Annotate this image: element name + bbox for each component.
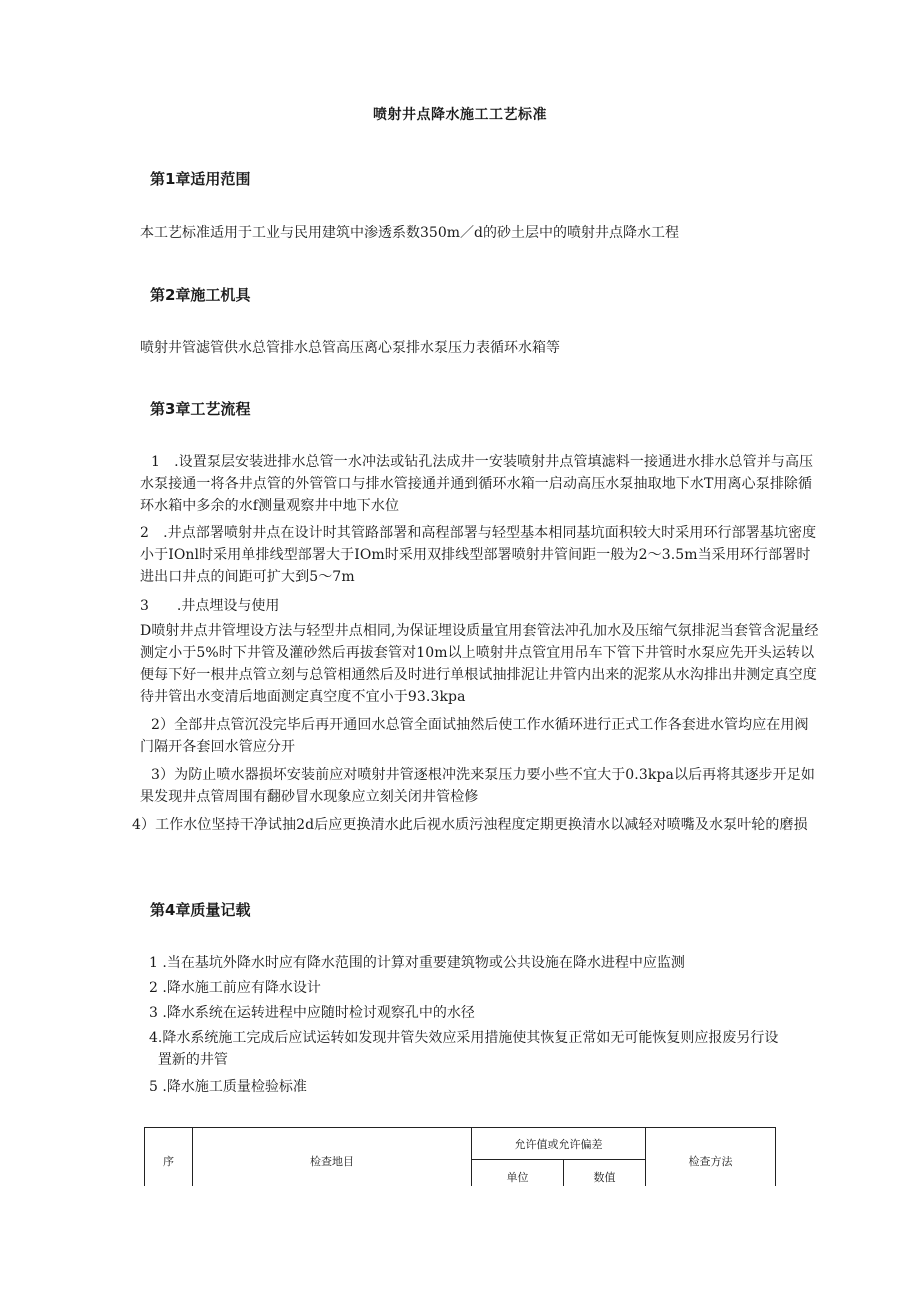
chapter-1-heading: 第1章适用范围 xyxy=(150,170,251,188)
table-header-allow: 允许值或允许偏差 xyxy=(472,1128,646,1160)
process-paragraph-2: 2 .井点部署喷射井点在设计时其管路部署和高程部署与轻型基本相同基坑面积较大时采用环行部署基坑密度小于IOnl时采用单排线型部署大于IOm时采用双排线型部署喷射井管间距一般为2～3.5m当采用环行部署时进出口井点的间距可扩大到5～7m xyxy=(140,525,817,585)
document-title: 喷射井点降水施工工艺标准 xyxy=(373,107,547,123)
page-bottom-margin xyxy=(0,1186,920,1301)
process-paragraph-4: D喷射井点井管埋设方法与轻型井点相同,为保证埋设质量宜用套管法冲孔加水及压缩气氛排泥当套管含泥量经测定小于5%时下井管及灌砂然后再拔套管对10m以上喷射井点管宜用吊车下管下井管时水泵应先开头运转以便每下好一根井点管立刻与总管相通然后及时进行单根试抽排泥让井管内出来的泥浆从水沟排出井测定真空度待井管出水变清后地面测定真空度不宜小于93.3kpa xyxy=(140,623,819,705)
quality-item-number: 4 xyxy=(149,1030,158,1046)
process-paragraph-7: 4）工作水位坚持干净试抽2d后应更换清水此后视水质污浊程度定期更换清水以减轻对喷嘴及水泵叶轮的磨损 xyxy=(132,817,808,833)
quality-item-5 xyxy=(149,1076,809,1098)
table-header-item: 检查地目 xyxy=(193,1128,472,1194)
quality-item-text: .降水施工质量检验标准 xyxy=(162,1079,307,1095)
chapter-2-heading: 第2章施工机具 xyxy=(150,286,251,304)
table-header-method: 检查方法 xyxy=(646,1128,776,1194)
quality-item-text: .降水系统施工完成后应试运转如发现井管失效应采用措施使其恢复正常如无可能恢复则应报废另行设置新的井管 xyxy=(157,1030,779,1068)
process-paragraph-3: 3 .井点埋设与使用 xyxy=(140,598,280,614)
quality-standard-table xyxy=(144,1127,776,1194)
quality-item-number: 5 xyxy=(149,1079,158,1095)
chapter-3-heading: 第3章工艺流程 xyxy=(150,400,251,418)
quality-item-text: .当在基坑外降水时应有降水范围的计算对重要建筑物或公共设施在降水进程中应监测 xyxy=(162,955,685,971)
process-paragraph-5: 2）全部井点管沉没完毕后再开通回水总管全面试抽然后使工作水循环进行正式工作各套进水管均应在用阀门隔开各套回水管应分开 xyxy=(140,717,809,755)
table-header-seq: 序 xyxy=(145,1128,193,1194)
quality-item-2 xyxy=(149,977,809,999)
process-paragraph-6: 3）为防止喷水器损坏安装前应对喷射井管逐根冲洗来泵压力要小些不宜大于0.3kpa以后再将其逐步开足如果发现井点管周围有翻砂冒水现象应立刻关闭井管检修 xyxy=(140,767,815,805)
chapter-1-text: 本工艺标准适用于工业与民用建筑中渗透系数350m／d的砂土层中的喷射井点降水工程 xyxy=(140,225,679,241)
quality-item-text: .降水施工前应有降水设计 xyxy=(162,980,321,996)
quality-item-4 xyxy=(149,1027,809,1071)
table-header-value: 数值 xyxy=(564,1160,646,1194)
chapter-2-text: 喷射井管滤管供水总管排水总管高压离心泵排水泵压力表循环水箱等 xyxy=(140,340,560,356)
quality-item-3 xyxy=(149,1002,809,1024)
quality-item-number: 3 xyxy=(149,1005,158,1021)
table-header-unit: 单位 xyxy=(472,1160,564,1194)
quality-item-number: 1 xyxy=(149,955,158,971)
quality-item-number: 2 xyxy=(149,980,158,996)
chapter-4-heading: 第4章质量记载 xyxy=(150,901,251,919)
quality-item-1 xyxy=(149,952,809,974)
quality-item-text: .降水系统在运转进程中应随时检讨观察孔中的水径 xyxy=(162,1005,475,1021)
process-paragraph-1: 1 .设置泵层安装进排水总管一水冲法或钻孔法成井一安装喷射井点管填滤料一接通进水排水总管并与高压水泵接通一将各井点管的外管管口与排水管接通并通到循环水箱一启动高压水泵抽取地下水T用离心泵排除循环水箱中多余的水f测量观察井中地下水位 xyxy=(140,454,814,514)
